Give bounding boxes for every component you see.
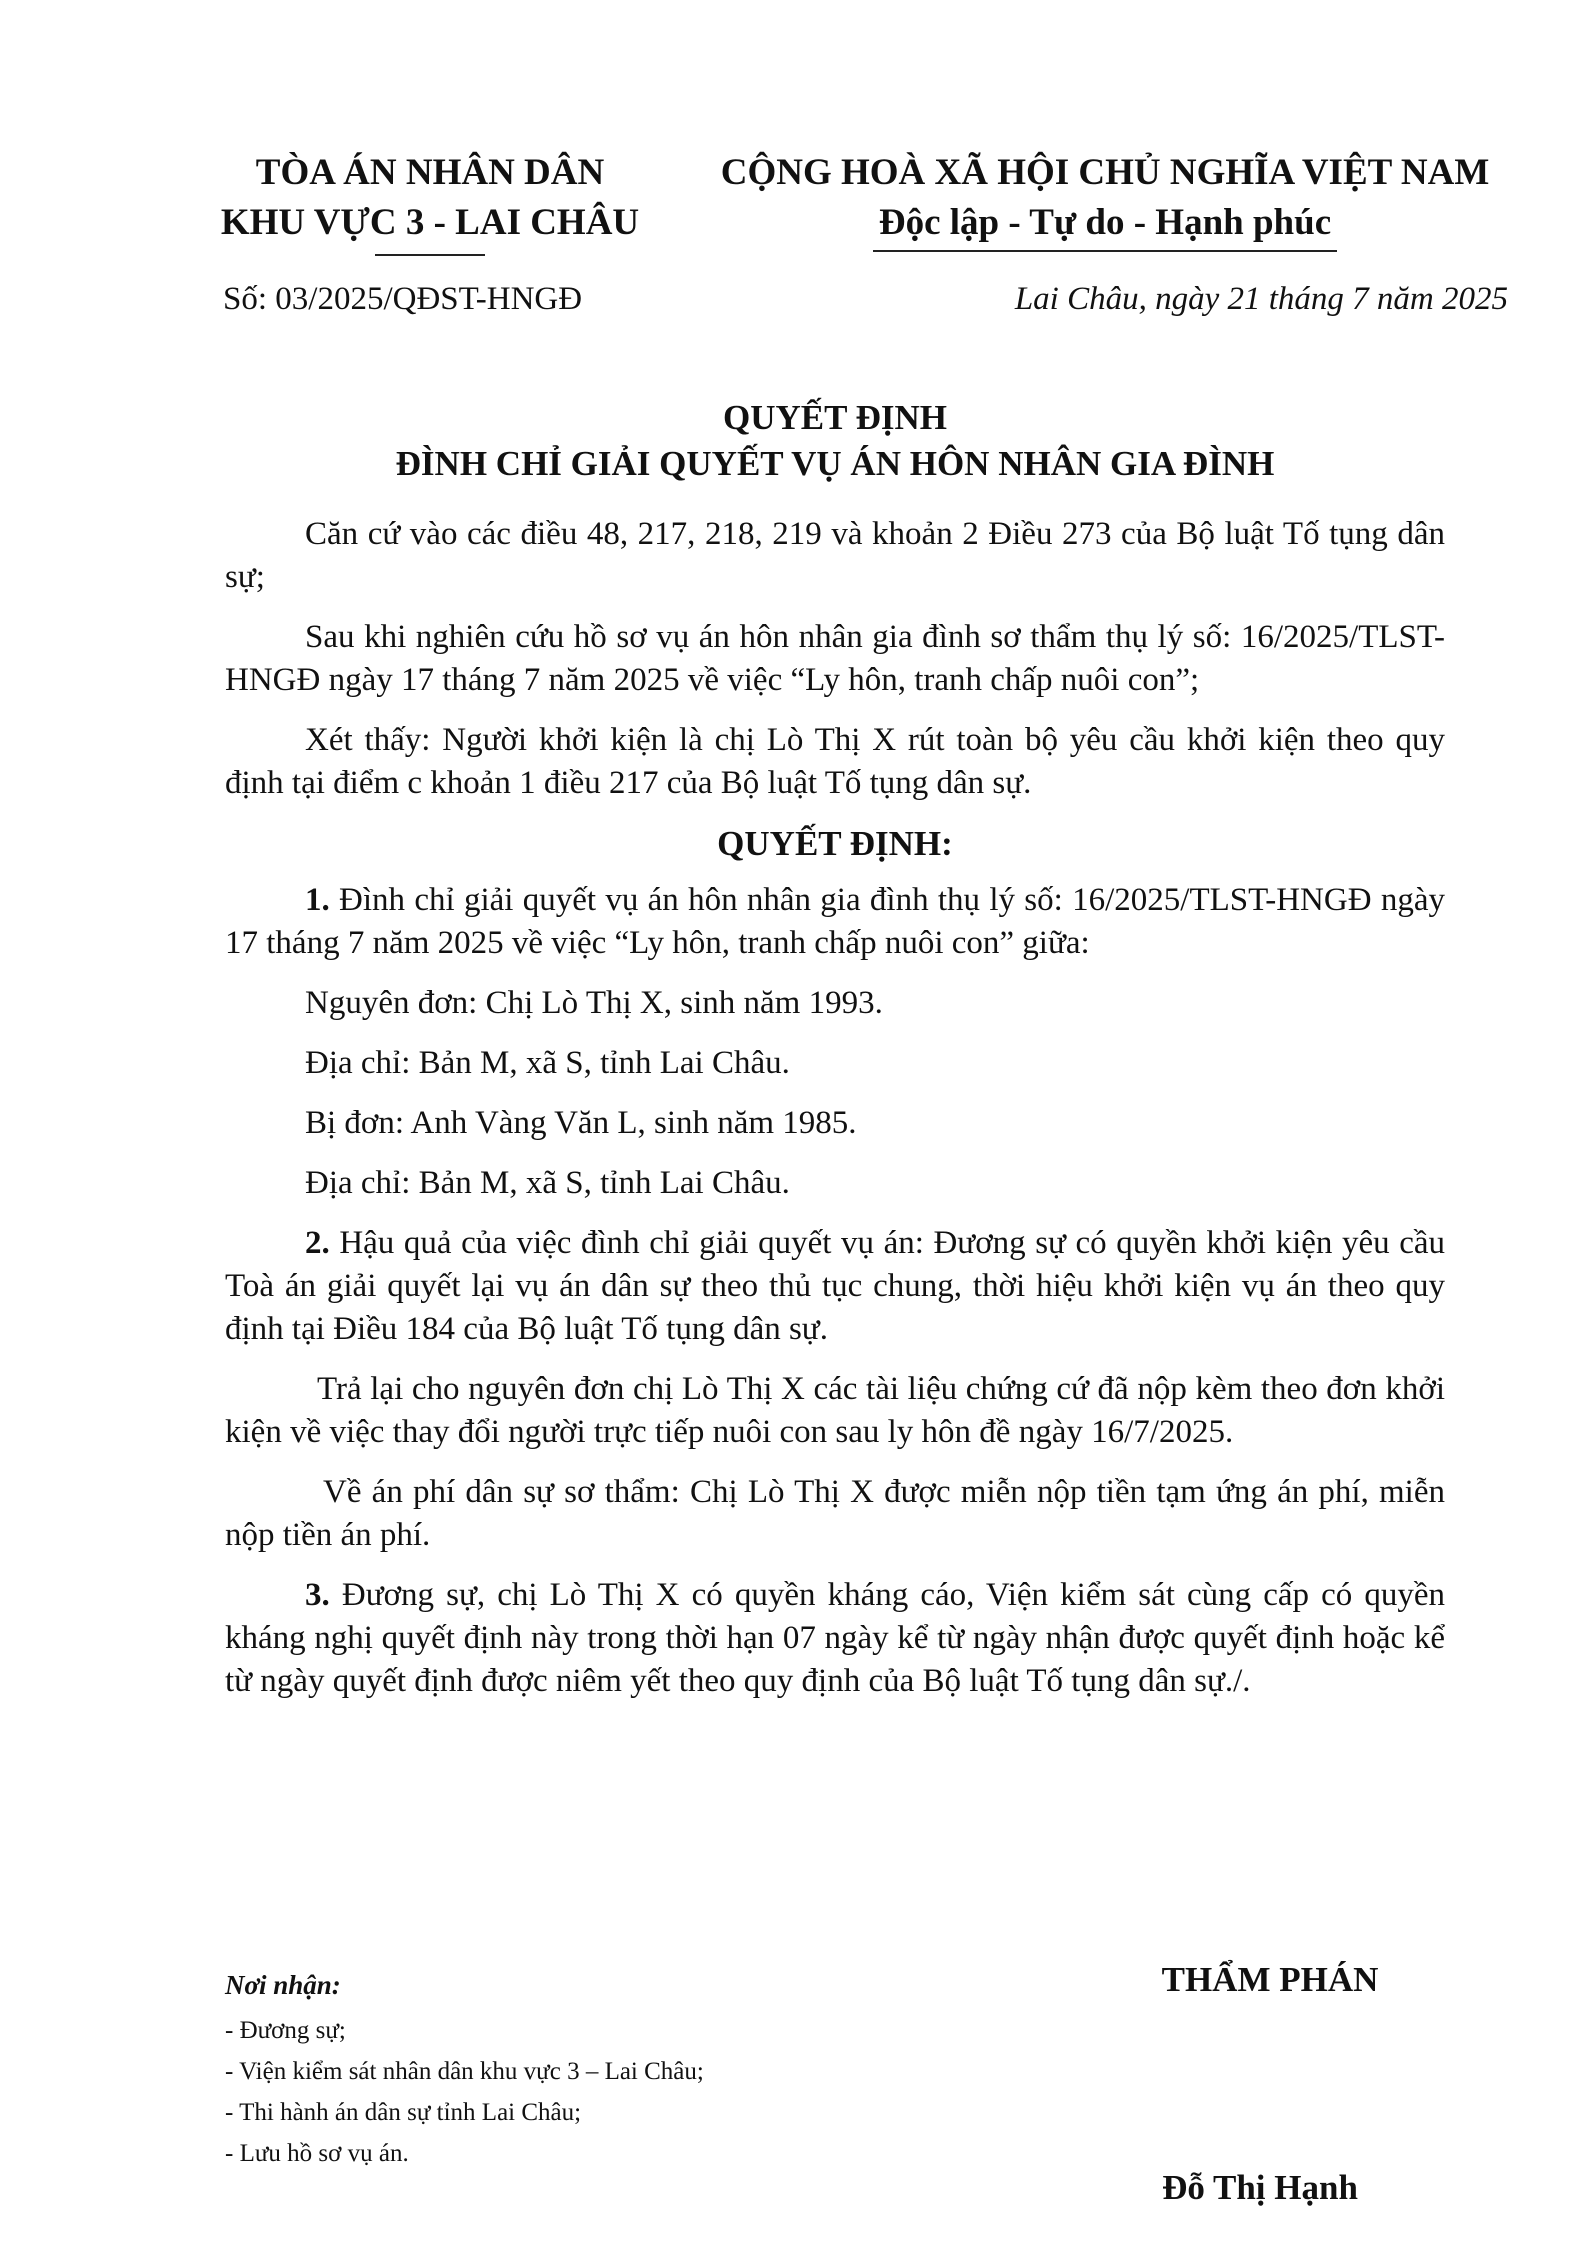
recipient-item: - Đương sự; [225,2017,346,2044]
preamble-finding: Xét thấy: Người khởi kiện là chị Lò Thị X rút toàn bộ yêu cầu khởi kiện theo quy định tại điểm c khoản 1 điều 217 của Bộ luật Tố tụng dân sự. [225,722,1445,801]
document-date: Lai Châu, ngày 21 tháng 7 năm 2025 [1014,281,1508,317]
return-documents-paragraph: Trả lại cho nguyên đơn chị Lò Thị X các tài liệu chứng cứ đã nộp kèm theo đơn khởi kiện về việc thay đổi người trực tiếp nuôi con sau ly hôn đề ngày 16/7/2025. [225,1371,1445,1450]
court-header [180,148,680,256]
defendant-address: Địa chỉ: Bản M, xã S, tỉnh Lai Châu. [305,1165,790,1201]
recipient-item: - Thi hành án dân sự tỉnh Lai Châu; [225,2099,582,2126]
document-body [225,513,1445,1720]
court-name-line1: TÒA ÁN NHÂN DÂN [255,152,605,193]
signer-title: THẨM PHÁN [1161,1960,1379,1999]
plaintiff-line: Nguyên đơn: Chị Lò Thị X, sinh năm 1993. [305,985,883,1021]
recipients-block [225,1965,925,2174]
court-header-rule [375,254,485,256]
preamble-legal-basis: Căn cứ vào các điều 48, 217, 218, 219 và khoản 2 Điều 273 của Bộ luật Tố tụng dân sự; [225,516,1445,595]
court-fee-paragraph: Về án phí dân sự sơ thẩm: Chị Lò Thị X được miễn nộp tiền tạm ứng án phí, miễn nộp tiền án phí. [225,1474,1445,1553]
document-number: Số: 03/2025/QĐST-HNGĐ [223,281,583,317]
decision-heading: QUYẾT ĐỊNH: [717,824,953,863]
title-line1: QUYẾT ĐỊNH [723,398,947,437]
plaintiff-address: Địa chỉ: Bản M, xã S, tỉnh Lai Châu. [305,1045,790,1081]
decision-item-1-number: 1. [305,882,330,918]
decision-item-2-text: Hậu quả của việc đình chỉ giải quyết vụ án: Đương sự có quyền khởi kiện yêu cầu Toà án giải quyết lại vụ án dân sự theo thủ tục chung, thời hiệu khởi kiện vụ án theo quy định tại Điều 184 của Bộ luật Tố tụng dân sự. [225,1225,1446,1347]
signer-name: Đỗ Thị Hạnh [1162,2168,1358,2207]
national-motto: Độc lập - Tự do - Hạnh phúc [873,198,1337,252]
national-header [700,148,1510,252]
recipient-item: - Lưu hồ sơ vụ án. [225,2140,409,2167]
decision-item-1-text: Đình chỉ giải quyết vụ án hôn nhân gia đình thụ lý số: 16/2025/TLST-HNGĐ ngày 17 tháng 7 năm 2025 về việc “Ly hôn, tranh chấp nuôi con” giữa: [225,882,1445,961]
title-line2: ĐÌNH CHỈ GIẢI QUYẾT VỤ ÁN HÔN NHÂN GIA ĐÌNH [395,444,1275,483]
decision-item-2 [225,1222,1445,1351]
decision-item-3-text: Đương sự, chị Lò Thị X có quyền kháng cáo, Viện kiểm sát cùng cấp có quyền kháng nghị quyết định này trong thời hạn 07 ngày kể từ ngày nhận được quyết định hoặc kể từ ngày quyết định được niêm yết theo quy định của Bộ luật Tố tụng dân sự./. [225,1577,1445,1699]
decision-item-3-number: 3. [305,1577,330,1613]
document-title [225,395,1445,487]
defendant-line: Bị đơn: Anh Vàng Văn L, sinh năm 1985. [305,1105,857,1141]
decision-item-3 [225,1574,1445,1703]
decision-item-2-number: 2. [305,1225,330,1261]
court-name-line2: KHU VỰC 3 - LAI CHÂU [220,202,640,243]
decision-item-1 [225,879,1445,965]
recipients-heading: Nơi nhận: [225,1970,341,2000]
preamble-case-review: Sau khi nghiên cứu hồ sơ vụ án hôn nhân gia đình sơ thẩm thụ lý số: 16/2025/TLST-HNGĐ ngày 17 tháng 7 năm 2025 về việc “Ly hôn, tranh chấp nuôi con”; [225,619,1445,698]
national-name: CỘNG HOÀ XÃ HỘI CHỦ NGHĨA VIỆT NAM [720,152,1490,193]
recipient-item: - Viện kiểm sát nhân dân khu vực 3 – Lai Châu; [225,2058,704,2085]
